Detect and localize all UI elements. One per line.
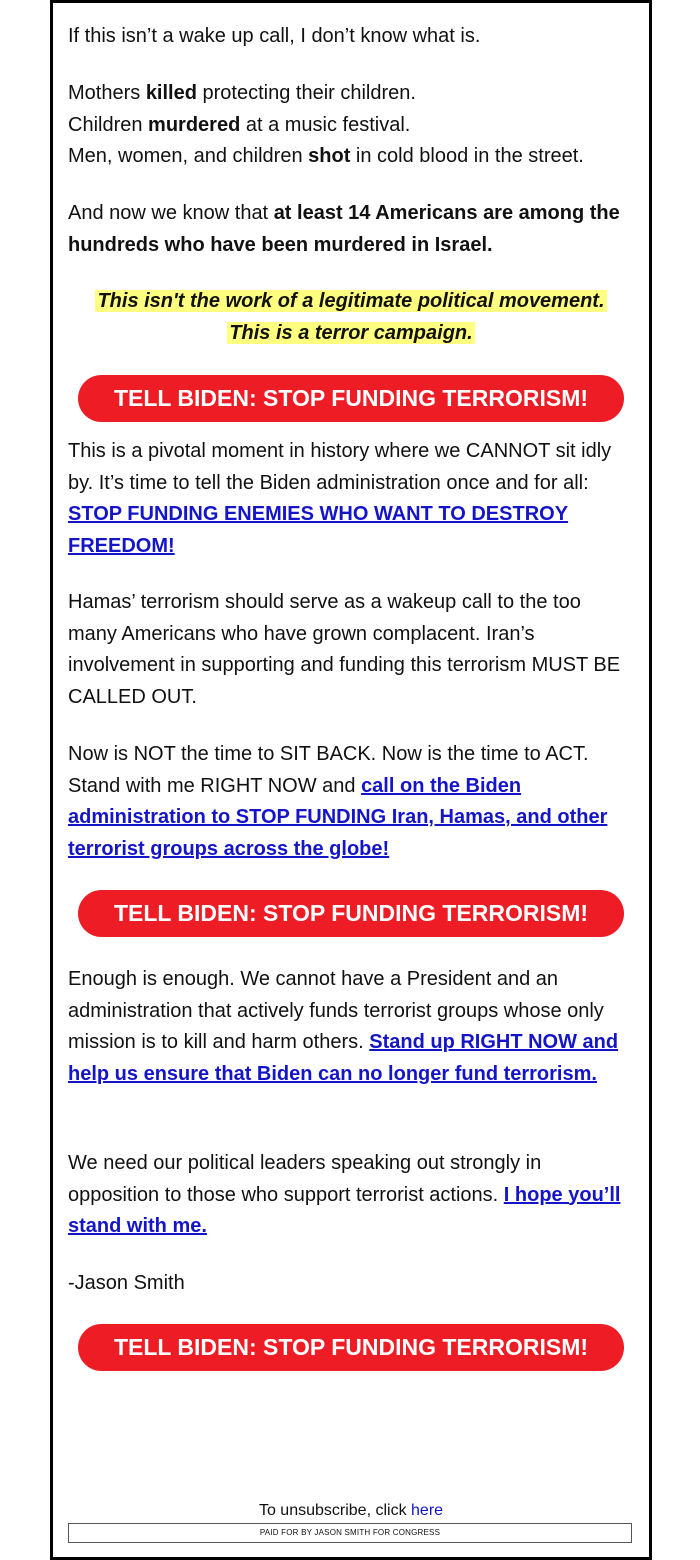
highlight-line-1: This isn't the work of a legitimate political movement. xyxy=(97,290,605,312)
cta-button-1[interactable]: TELL BIDEN: STOP FUNDING TERRORISM! xyxy=(78,375,624,422)
highlight-line-2: This is a terror campaign. xyxy=(229,321,473,344)
intro-paragraph xyxy=(68,21,634,53)
unsubscribe-line xyxy=(53,1501,649,1521)
pivotal-paragraph xyxy=(68,436,634,562)
signature xyxy=(68,1268,634,1300)
atrocities-paragraph xyxy=(68,78,634,173)
line2-bold: murdered xyxy=(148,113,241,136)
email-body xyxy=(50,0,652,1560)
paid-for-text: PAID FOR BY JASON SMITH FOR CONGRESS xyxy=(259,1528,441,1537)
enough-paragraph xyxy=(68,964,634,1090)
americans-bold: at least 14 Americans are among the hundreds who have been murdered in Israel. xyxy=(68,202,620,256)
line3-post: in cold blood in the street. xyxy=(350,145,584,167)
unsubscribe-text: To unsubscribe, click xyxy=(258,1502,412,1519)
americans-pre: And now we know that xyxy=(68,202,274,224)
act-now-text: Now is NOT the time to SIT BACK. Now is the time to ACT. Stand with me RIGHT NOW and xyxy=(68,743,589,797)
stand-up-link[interactable]: Stand up RIGHT NOW and help us ensure that Biden can no longer fund terrorism. xyxy=(68,1031,619,1085)
americans-paragraph xyxy=(68,198,634,261)
line1-post: protecting their children. xyxy=(196,82,416,104)
highlight-callout xyxy=(68,286,634,349)
line2-post: at a music festival. xyxy=(240,113,411,136)
leaders-text: We need our political leaders speaking out strongly in opposition to those who support terrorist actions. xyxy=(68,1152,542,1206)
intro-text: If this isn’t a wake up call, I don’t know what is. xyxy=(68,25,481,47)
act-now-paragraph xyxy=(68,739,634,865)
pivotal-text: This is a pivotal moment in history where we CANNOT sit idly by. It’s time to tell the Biden administration once and for all: xyxy=(68,440,612,494)
paid-for-disclaimer xyxy=(68,1523,632,1543)
leaders-paragraph xyxy=(68,1148,634,1243)
line2-pre: Children xyxy=(68,113,149,136)
hamas-paragraph xyxy=(68,587,634,713)
enough-text: Enough is enough. We cannot have a President and an administration that actively funds terrorist groups whose only mission is to kill and harm others. xyxy=(68,968,604,1053)
stand-with-me-link[interactable]: I hope you’ll stand with me. xyxy=(68,1183,621,1237)
unsubscribe-link[interactable]: here xyxy=(411,1502,444,1519)
line3-pre: Men, women, and children xyxy=(68,145,309,167)
cta-button-2[interactable]: TELL BIDEN: STOP FUNDING TERRORISM! xyxy=(78,890,624,937)
stop-funding-enemies-link[interactable]: STOP FUNDING ENEMIES WHO WANT TO DESTROY FREEDOM! xyxy=(68,503,569,557)
signature-text: -Jason Smith xyxy=(68,1272,185,1294)
line1-pre: Mothers xyxy=(68,82,146,104)
hamas-text: Hamas’ terrorism should serve as a wakeup call to the too many Americans who have grown complacent. Iran’s involvement in supporting and funding this terrorism MUST BE CALLED OUT. xyxy=(68,591,621,708)
cta-button-3[interactable]: TELL BIDEN: STOP FUNDING TERRORISM! xyxy=(78,1324,624,1371)
call-on-biden-link[interactable]: call on the Biden administration to STOP FUNDING Iran, Hamas, and other terrorist groups across the globe! xyxy=(68,774,608,860)
line1-bold: killed xyxy=(145,82,197,104)
line3-bold: shot xyxy=(308,145,351,167)
